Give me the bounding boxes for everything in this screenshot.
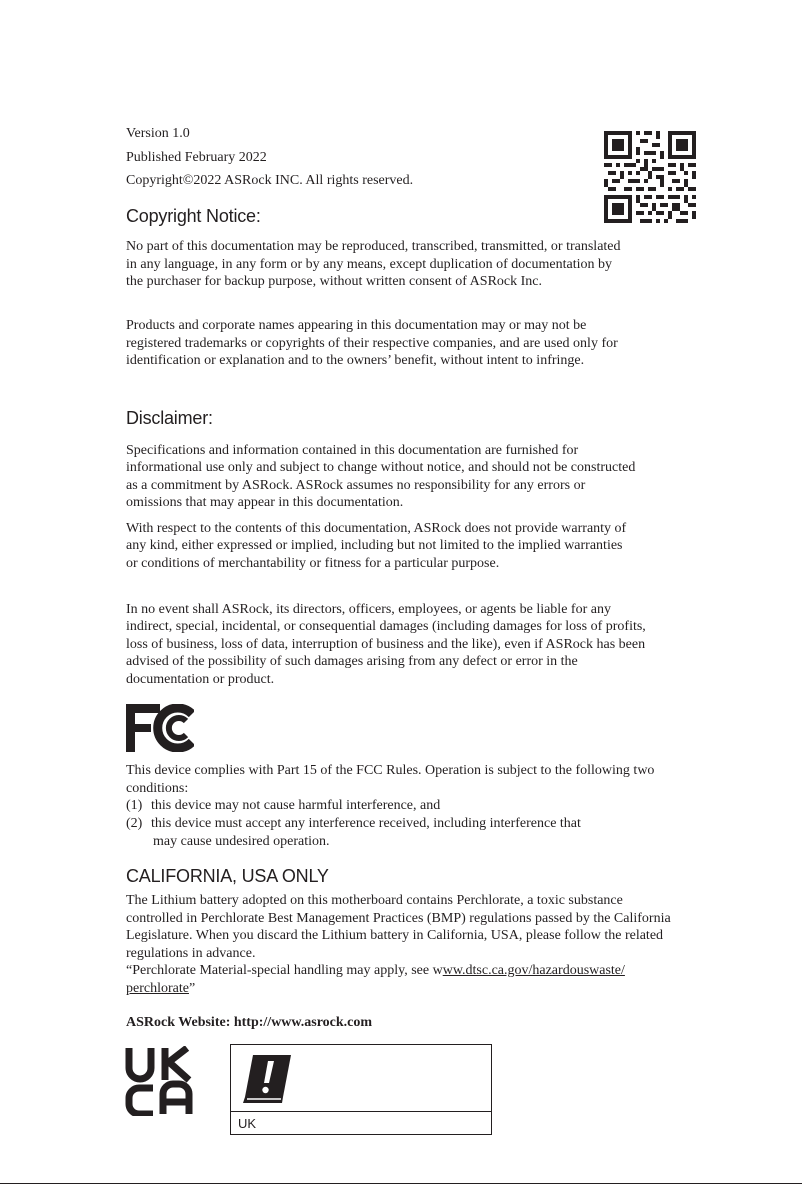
fcc-condition-2-continued: may cause undesired operation. bbox=[153, 834, 330, 849]
fcc-condition-1-text: this device may not cause harmful interference, and bbox=[151, 798, 441, 813]
uk-box-divider bbox=[231, 1111, 491, 1112]
fcc-logo-icon bbox=[126, 704, 194, 752]
uk-box-label: UK bbox=[238, 1116, 257, 1131]
fcc-condition-1-number: (1) bbox=[126, 798, 143, 813]
asrock-website[interactable]: ASRock Website: http://www.asrock.com bbox=[126, 1015, 373, 1030]
manual-warning-icon bbox=[241, 1053, 295, 1105]
disclaimer-heading: Disclaimer: bbox=[126, 408, 213, 428]
page-bottom-rule bbox=[0, 1183, 802, 1184]
disclaimer-paragraph-2: With respect to the contents of this documentation, ASRock does not provide warranty of any kind, either expressed or implied, including but not limited to the implied warranties or conditions of merchantability or fitness for a particular purpose. bbox=[126, 521, 627, 571]
published-date: Published February 2022 bbox=[126, 150, 267, 165]
california-heading: CALIFORNIA, USA ONLY bbox=[126, 866, 329, 886]
copyright-line: Copyright©2022 ASRock INC. All rights reserved. bbox=[126, 173, 414, 188]
disclaimer-paragraph-1: Specifications and information contained in this documentation are furnished for informational use only and subject to change without notice, and should not be constructed as a commitment by ASRock. ASRock assumes no responsibility for any errors or omissions that may appear in this documentation. bbox=[126, 443, 636, 511]
copyright-notice-heading: Copyright Notice: bbox=[126, 206, 261, 226]
perchlorate-quote-prefix: “Perchlorate Material-special handling may apply, see w bbox=[126, 963, 443, 978]
fcc-condition-2 bbox=[126, 815, 581, 833]
fcc-condition-1 bbox=[126, 797, 440, 815]
fcc-condition-2-number: (2) bbox=[126, 816, 143, 831]
copyright-paragraph-2: Products and corporate names appearing in this documentation may or may not be registered trademarks or copyrights of their respective companies, and are used only for identification or explanation and to the owners’ benefit, without intent to infringe. bbox=[126, 318, 618, 369]
qr-code-icon bbox=[604, 131, 696, 223]
dtsc-link-continued[interactable]: perchlorate bbox=[126, 980, 189, 996]
version-text: Version 1.0 bbox=[126, 126, 190, 141]
perchlorate-quote bbox=[126, 962, 696, 997]
disclaimer-paragraph-3: In no event shall ASRock, its directors, officers, employees, or agents be liable for any indirect, special, incidental, or consequential damages (including damages for loss of profits, loss of business, loss of data, interruption of business and the like), even if ASRock has been advised of the possibility of such damages arising from any defect or error in the documentation or product. bbox=[126, 602, 646, 687]
perchlorate-quote-suffix: ” bbox=[188, 980, 196, 996]
ukca-mark-icon bbox=[125, 1046, 193, 1116]
fcc-statement: This device complies with Part 15 of the FCC Rules. Operation is subject to the following two conditions: bbox=[126, 763, 655, 796]
fcc-condition-2-text: this device must accept any interference received, including interference that bbox=[151, 816, 581, 831]
uk-info-box bbox=[230, 1044, 492, 1135]
copyright-paragraph-1: No part of this documentation may be reproduced, transcribed, transmitted, or translated in any language, in any form or by any means, except duplication of documentation by the purchaser for backup purpose, without written consent of ASRock Inc. bbox=[126, 239, 621, 290]
california-text: The Lithium battery adopted on this motherboard contains Perchlorate, a toxic substance controlled in Perchlorate Best Management Practices (BMP) regulations passed by the California Legislature. When you discard the Lithium battery in California, USA, please follow the related regulations in advance. bbox=[126, 893, 671, 961]
dtsc-link[interactable]: ww.dtsc.ca.gov/hazardouswaste/ bbox=[442, 963, 625, 978]
